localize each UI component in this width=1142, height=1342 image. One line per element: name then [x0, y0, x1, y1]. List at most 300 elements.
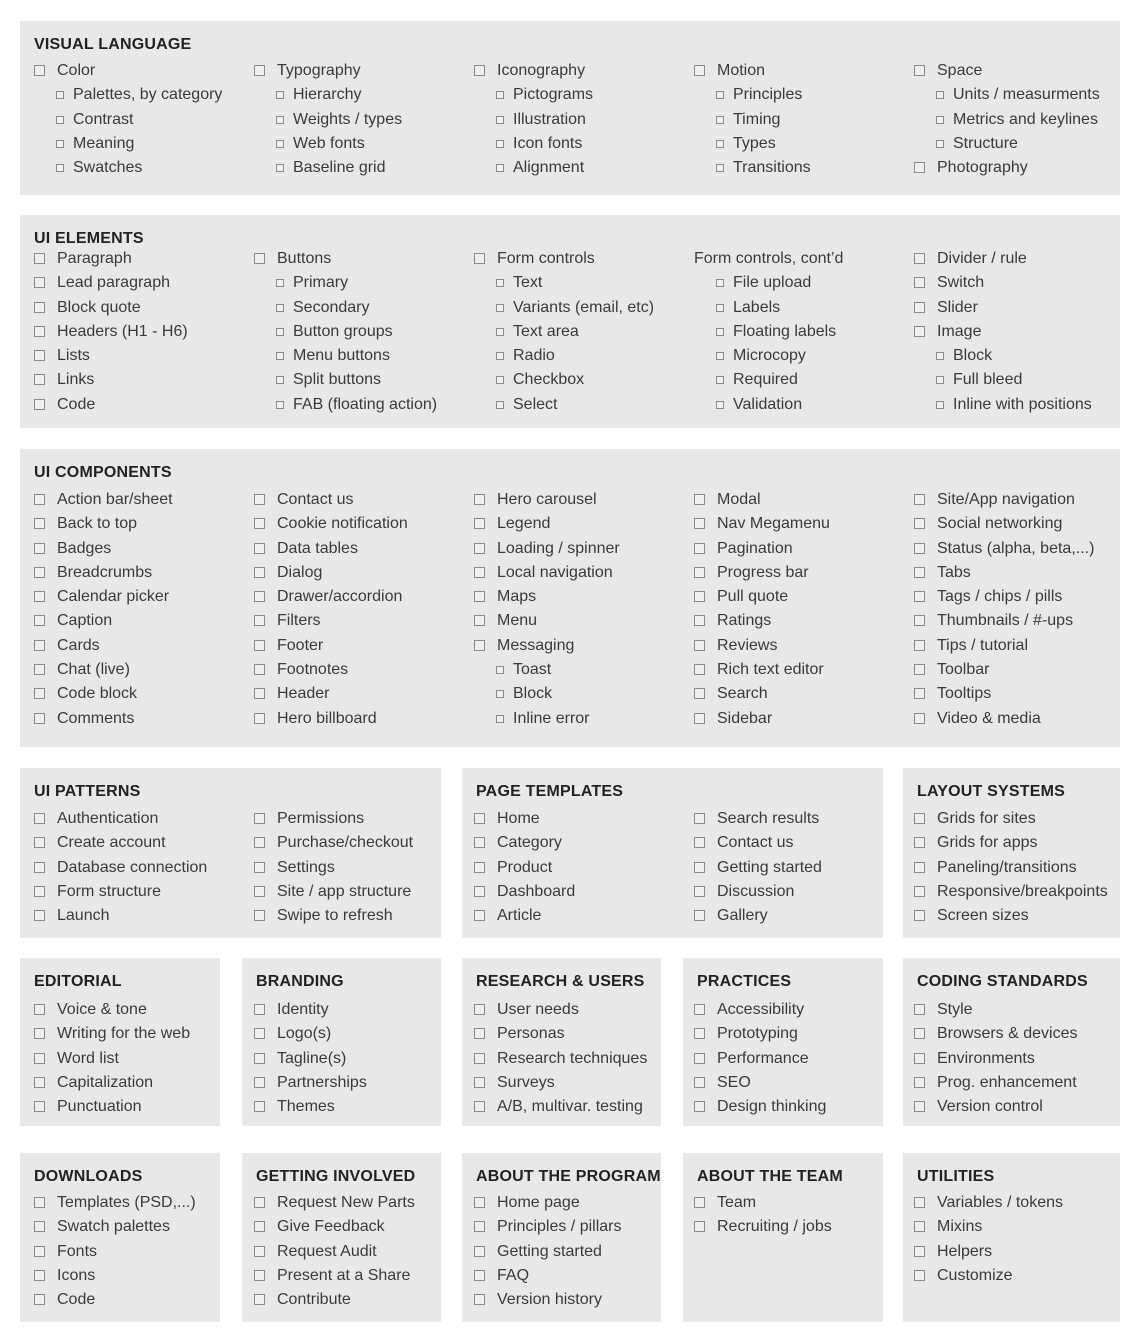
checkbox-icon[interactable] — [496, 164, 504, 172]
checklist-item-block[interactable] — [914, 344, 1116, 368]
checklist-item-contribute[interactable] — [254, 1288, 437, 1312]
checkbox-icon[interactable] — [34, 494, 45, 505]
checkbox-icon[interactable] — [34, 688, 45, 699]
checklist-item-personas[interactable] — [474, 1022, 657, 1046]
checklist-item-tooltips[interactable] — [914, 682, 1116, 706]
checklist-item-code-block[interactable] — [34, 682, 250, 706]
checkbox-icon[interactable] — [474, 813, 485, 824]
checkbox-icon[interactable] — [254, 886, 265, 897]
checklist-item-gallery[interactable] — [694, 904, 879, 928]
checklist-item-launch[interactable] — [34, 904, 250, 928]
checklist-item-customize[interactable] — [914, 1264, 1116, 1288]
checklist-item-iconography[interactable] — [474, 59, 690, 83]
checkbox-icon[interactable] — [914, 1197, 925, 1208]
checkbox-icon[interactable] — [34, 1004, 45, 1015]
checkbox-icon[interactable] — [694, 664, 705, 675]
checkbox-icon[interactable] — [914, 1221, 925, 1232]
checkbox-icon[interactable] — [474, 615, 485, 626]
checkbox-icon[interactable] — [474, 1077, 485, 1088]
checklist-item-browsers-devices[interactable] — [914, 1022, 1116, 1046]
checklist-item-surveys[interactable] — [474, 1071, 657, 1095]
checklist-item-create-account[interactable] — [34, 831, 250, 855]
checkbox-icon[interactable] — [276, 279, 284, 287]
checklist-item-nav-megamenu[interactable] — [694, 512, 910, 536]
checklist-item-hero-carousel[interactable] — [474, 488, 690, 512]
checklist-item-database-connection[interactable] — [34, 856, 250, 880]
checklist-item-types[interactable] — [694, 132, 910, 156]
checklist-item-file-upload[interactable] — [694, 271, 910, 295]
checklist-item-home-page[interactable] — [474, 1191, 657, 1215]
checkbox-icon[interactable] — [254, 543, 265, 554]
checkbox-icon[interactable] — [254, 494, 265, 505]
checklist-item-typography[interactable] — [254, 59, 470, 83]
checklist-item-category[interactable] — [474, 831, 690, 855]
checkbox-icon[interactable] — [34, 1270, 45, 1281]
checklist-item-seo[interactable] — [694, 1071, 879, 1095]
checklist-item-site-app-navigation[interactable] — [914, 488, 1116, 512]
checkbox-icon[interactable] — [694, 518, 705, 529]
checkbox-icon[interactable] — [914, 813, 925, 824]
checkbox-icon[interactable] — [694, 1221, 705, 1232]
checkbox-icon[interactable] — [34, 277, 45, 288]
checklist-item-caption[interactable] — [34, 609, 250, 633]
checkbox-icon[interactable] — [254, 1004, 265, 1015]
checkbox-icon[interactable] — [474, 1294, 485, 1305]
checklist-item-faq[interactable] — [474, 1264, 657, 1288]
checklist-item-units-measurments[interactable] — [914, 83, 1116, 107]
checkbox-icon[interactable] — [276, 376, 284, 384]
checklist-item-present-at-a-share[interactable] — [254, 1264, 437, 1288]
checkbox-icon[interactable] — [34, 886, 45, 897]
checkbox-icon[interactable] — [276, 91, 284, 99]
checkbox-icon[interactable] — [496, 328, 504, 336]
checklist-item-menu[interactable] — [474, 609, 690, 633]
checklist-item-templates-psd[interactable] — [34, 1191, 216, 1215]
checklist-item-video-media[interactable] — [914, 707, 1116, 731]
checkbox-icon[interactable] — [276, 304, 284, 312]
checkbox-icon[interactable] — [936, 116, 944, 124]
checkbox-icon[interactable] — [914, 1101, 925, 1112]
checkbox-icon[interactable] — [496, 304, 504, 312]
checklist-item-data-tables[interactable] — [254, 537, 470, 561]
checklist-item-permissions[interactable] — [254, 807, 437, 831]
checkbox-icon[interactable] — [474, 518, 485, 529]
checklist-item-environments[interactable] — [914, 1047, 1116, 1071]
checkbox-icon[interactable] — [694, 1077, 705, 1088]
checkbox-icon[interactable] — [254, 1077, 265, 1088]
checkbox-icon[interactable] — [914, 494, 925, 505]
checklist-item-performance[interactable] — [694, 1047, 879, 1071]
checklist-item-footer[interactable] — [254, 634, 470, 658]
checklist-item-code[interactable] — [34, 393, 250, 417]
checklist-item-rich-text-editor[interactable] — [694, 658, 910, 682]
checklist-item-palettes-by-category[interactable] — [34, 83, 250, 107]
checklist-item-helpers[interactable] — [914, 1240, 1116, 1264]
checklist-item-prototyping[interactable] — [694, 1022, 879, 1046]
checklist-item-contrast[interactable] — [34, 108, 250, 132]
checklist-item-thumbnails-ups[interactable] — [914, 609, 1116, 633]
checklist-item-microcopy[interactable] — [694, 344, 910, 368]
checkbox-icon[interactable] — [716, 304, 724, 312]
checklist-item-punctuation[interactable] — [34, 1095, 216, 1119]
checklist-item-writing-for-the-web[interactable] — [34, 1022, 216, 1046]
checkbox-icon[interactable] — [34, 813, 45, 824]
checkbox-icon[interactable] — [914, 277, 925, 288]
checklist-item-text-area[interactable] — [474, 320, 690, 344]
checkbox-icon[interactable] — [936, 140, 944, 148]
checklist-item-pull-quote[interactable] — [694, 585, 910, 609]
checkbox-icon[interactable] — [254, 65, 265, 76]
checklist-item-color[interactable] — [34, 59, 250, 83]
checklist-item-baseline-grid[interactable] — [254, 156, 470, 180]
checkbox-icon[interactable] — [496, 116, 504, 124]
checklist-item-drawer-accordion[interactable] — [254, 585, 470, 609]
checkbox-icon[interactable] — [276, 140, 284, 148]
checkbox-icon[interactable] — [914, 162, 925, 173]
checkbox-icon[interactable] — [914, 688, 925, 699]
checklist-item-slider[interactable] — [914, 296, 1116, 320]
checklist-item-filters[interactable] — [254, 609, 470, 633]
checkbox-icon[interactable] — [716, 376, 724, 384]
checklist-item-identity[interactable] — [254, 998, 437, 1022]
checklist-item-home[interactable] — [474, 807, 690, 831]
checkbox-icon[interactable] — [474, 862, 485, 873]
checklist-item-article[interactable] — [474, 904, 690, 928]
checkbox-icon[interactable] — [496, 690, 504, 698]
checkbox-icon[interactable] — [276, 164, 284, 172]
checklist-item-checkbox[interactable] — [474, 368, 690, 392]
checkbox-icon[interactable] — [254, 862, 265, 873]
checklist-item-links[interactable] — [34, 368, 250, 392]
checklist-item-sidebar[interactable] — [694, 707, 910, 731]
checklist-item-secondary[interactable] — [254, 296, 470, 320]
checkbox-icon[interactable] — [34, 1246, 45, 1257]
checklist-item-swatch-palettes[interactable] — [34, 1215, 216, 1239]
checkbox-icon[interactable] — [254, 1028, 265, 1039]
checklist-item-search-results[interactable] — [694, 807, 879, 831]
checklist-item-lists[interactable] — [34, 344, 250, 368]
checkbox-icon[interactable] — [914, 591, 925, 602]
checkbox-icon[interactable] — [34, 1197, 45, 1208]
checkbox-icon[interactable] — [34, 837, 45, 848]
checkbox-icon[interactable] — [496, 401, 504, 409]
checklist-item-meaning[interactable] — [34, 132, 250, 156]
checklist-item-icons[interactable] — [34, 1264, 216, 1288]
checkbox-icon[interactable] — [914, 615, 925, 626]
checklist-item-calendar-picker[interactable] — [34, 585, 250, 609]
checkbox-icon[interactable] — [716, 140, 724, 148]
checkbox-icon[interactable] — [936, 352, 944, 360]
checkbox-icon[interactable] — [496, 91, 504, 99]
checkbox-icon[interactable] — [914, 1004, 925, 1015]
checklist-item-toolbar[interactable] — [914, 658, 1116, 682]
checklist-item-buttons[interactable] — [254, 247, 470, 271]
checkbox-icon[interactable] — [254, 664, 265, 675]
checklist-item-hierarchy[interactable] — [254, 83, 470, 107]
checkbox-icon[interactable] — [694, 494, 705, 505]
checkbox-icon[interactable] — [34, 862, 45, 873]
checklist-item-tagline-s[interactable] — [254, 1047, 437, 1071]
checkbox-icon[interactable] — [254, 713, 265, 724]
checklist-item-breadcrumbs[interactable] — [34, 561, 250, 585]
checkbox-icon[interactable] — [936, 376, 944, 384]
checklist-item-button-groups[interactable] — [254, 320, 470, 344]
checkbox-icon[interactable] — [914, 1028, 925, 1039]
checklist-item-web-fonts[interactable] — [254, 132, 470, 156]
checklist-item-header[interactable] — [254, 682, 470, 706]
checklist-item-dashboard[interactable] — [474, 880, 690, 904]
checkbox-icon[interactable] — [34, 1294, 45, 1305]
checkbox-icon[interactable] — [34, 910, 45, 921]
checkbox-icon[interactable] — [34, 326, 45, 337]
checkbox-icon[interactable] — [474, 494, 485, 505]
checklist-item-toast[interactable] — [474, 658, 690, 682]
checkbox-icon[interactable] — [694, 713, 705, 724]
checklist-item-structure[interactable] — [914, 132, 1116, 156]
checklist-item-menu-buttons[interactable] — [254, 344, 470, 368]
checkbox-icon[interactable] — [474, 1053, 485, 1064]
checkbox-icon[interactable] — [914, 253, 925, 264]
checkbox-icon[interactable] — [474, 886, 485, 897]
checklist-item-responsive-breakpoints[interactable] — [914, 880, 1116, 904]
checklist-item-social-networking[interactable] — [914, 512, 1116, 536]
checklist-item-split-buttons[interactable] — [254, 368, 470, 392]
checkbox-icon[interactable] — [694, 886, 705, 897]
checkbox-icon[interactable] — [34, 1077, 45, 1088]
checkbox-icon[interactable] — [254, 837, 265, 848]
checkbox-icon[interactable] — [914, 1246, 925, 1257]
checklist-item-version-history[interactable] — [474, 1288, 657, 1312]
checkbox-icon[interactable] — [276, 352, 284, 360]
checkbox-icon[interactable] — [34, 615, 45, 626]
checkbox-icon[interactable] — [474, 591, 485, 602]
checklist-item-getting-started[interactable] — [474, 1240, 657, 1264]
checkbox-icon[interactable] — [914, 1270, 925, 1281]
checklist-item-local-navigation[interactable] — [474, 561, 690, 585]
checkbox-icon[interactable] — [694, 813, 705, 824]
checklist-item-alignment[interactable] — [474, 156, 690, 180]
checklist-item-product[interactable] — [474, 856, 690, 880]
checkbox-icon[interactable] — [56, 164, 64, 172]
checkbox-icon[interactable] — [254, 1197, 265, 1208]
checkbox-icon[interactable] — [474, 543, 485, 554]
checklist-item-give-feedback[interactable] — [254, 1215, 437, 1239]
checkbox-icon[interactable] — [914, 862, 925, 873]
checkbox-icon[interactable] — [254, 1053, 265, 1064]
checkbox-icon[interactable] — [694, 1028, 705, 1039]
checklist-item-primary[interactable] — [254, 271, 470, 295]
checklist-item-search[interactable] — [694, 682, 910, 706]
checkbox-icon[interactable] — [914, 302, 925, 313]
checkbox-icon[interactable] — [254, 591, 265, 602]
checklist-item-grids-for-sites[interactable] — [914, 807, 1116, 831]
checklist-item-form-structure[interactable] — [34, 880, 250, 904]
checkbox-icon[interactable] — [474, 1221, 485, 1232]
checklist-item-inline-with-positions[interactable] — [914, 393, 1116, 417]
checkbox-icon[interactable] — [474, 567, 485, 578]
checklist-item-block-quote[interactable] — [34, 296, 250, 320]
checkbox-icon[interactable] — [914, 837, 925, 848]
checkbox-icon[interactable] — [914, 640, 925, 651]
checkbox-icon[interactable] — [474, 1004, 485, 1015]
checklist-item-comments[interactable] — [34, 707, 250, 731]
checkbox-icon[interactable] — [34, 518, 45, 529]
checklist-item-themes[interactable] — [254, 1095, 437, 1119]
checklist-item-progress-bar[interactable] — [694, 561, 910, 585]
checkbox-icon[interactable] — [694, 837, 705, 848]
checklist-item-modal[interactable] — [694, 488, 910, 512]
checkbox-icon[interactable] — [716, 279, 724, 287]
checklist-item-pictograms[interactable] — [474, 83, 690, 107]
checkbox-icon[interactable] — [34, 567, 45, 578]
checkbox-icon[interactable] — [34, 302, 45, 313]
checkbox-icon[interactable] — [716, 401, 724, 409]
checkbox-icon[interactable] — [694, 567, 705, 578]
checklist-item-fonts[interactable] — [34, 1240, 216, 1264]
checkbox-icon[interactable] — [474, 910, 485, 921]
checkbox-icon[interactable] — [474, 640, 485, 651]
checkbox-icon[interactable] — [34, 1053, 45, 1064]
checkbox-icon[interactable] — [496, 140, 504, 148]
checkbox-icon[interactable] — [254, 1221, 265, 1232]
checkbox-icon[interactable] — [716, 164, 724, 172]
checklist-item-getting-started[interactable] — [694, 856, 879, 880]
checklist-item-mixins[interactable] — [914, 1215, 1116, 1239]
checkbox-icon[interactable] — [694, 1053, 705, 1064]
checkbox-icon[interactable] — [34, 374, 45, 385]
checklist-item-user-needs[interactable] — [474, 998, 657, 1022]
checklist-item-full-bleed[interactable] — [914, 368, 1116, 392]
checkbox-icon[interactable] — [914, 65, 925, 76]
checkbox-icon[interactable] — [254, 253, 265, 264]
checkbox-icon[interactable] — [254, 640, 265, 651]
checklist-item-status-alpha-beta[interactable] — [914, 537, 1116, 561]
checkbox-icon[interactable] — [694, 688, 705, 699]
checkbox-icon[interactable] — [254, 1246, 265, 1257]
checklist-item-variables-tokens[interactable] — [914, 1191, 1116, 1215]
checklist-item-paragraph[interactable] — [34, 247, 250, 271]
checkbox-icon[interactable] — [716, 116, 724, 124]
checkbox-icon[interactable] — [716, 328, 724, 336]
checkbox-icon[interactable] — [474, 1101, 485, 1112]
checklist-item-lead-paragraph[interactable] — [34, 271, 250, 295]
checklist-item-research-techniques[interactable] — [474, 1047, 657, 1071]
checklist-item-cards[interactable] — [34, 634, 250, 658]
checklist-item-metrics-and-keylines[interactable] — [914, 108, 1116, 132]
checklist-item-block[interactable] — [474, 682, 690, 706]
checklist-item-validation[interactable] — [694, 393, 910, 417]
checklist-item-headers-h1-h6[interactable] — [34, 320, 250, 344]
checkbox-icon[interactable] — [34, 65, 45, 76]
checklist-item-image[interactable] — [914, 320, 1116, 344]
checkbox-icon[interactable] — [474, 1197, 485, 1208]
checklist-item-footnotes[interactable] — [254, 658, 470, 682]
checkbox-icon[interactable] — [474, 1246, 485, 1257]
checklist-item-radio[interactable] — [474, 344, 690, 368]
checklist-item-swipe-to-refresh[interactable] — [254, 904, 437, 928]
checkbox-icon[interactable] — [914, 1053, 925, 1064]
checklist-item-team[interactable] — [694, 1191, 879, 1215]
checklist-item-badges[interactable] — [34, 537, 250, 561]
checklist-item-floating-labels[interactable] — [694, 320, 910, 344]
checklist-item-select[interactable] — [474, 393, 690, 417]
checklist-item-back-to-top[interactable] — [34, 512, 250, 536]
checkbox-icon[interactable] — [694, 862, 705, 873]
checklist-item-paneling-transitions[interactable] — [914, 856, 1116, 880]
checkbox-icon[interactable] — [34, 664, 45, 675]
checklist-item-accessibility[interactable] — [694, 998, 879, 1022]
checklist-item-text[interactable] — [474, 271, 690, 295]
checkbox-icon[interactable] — [254, 1294, 265, 1305]
checklist-item-weights-types[interactable] — [254, 108, 470, 132]
checkbox-icon[interactable] — [34, 1028, 45, 1039]
checklist-item-purchase-checkout[interactable] — [254, 831, 437, 855]
checklist-item-space[interactable] — [914, 59, 1116, 83]
checklist-item-screen-sizes[interactable] — [914, 904, 1116, 928]
checkbox-icon[interactable] — [474, 837, 485, 848]
checklist-item-inline-error[interactable] — [474, 707, 690, 731]
checkbox-icon[interactable] — [694, 591, 705, 602]
checklist-item-contact-us[interactable] — [254, 488, 470, 512]
checklist-item-transitions[interactable] — [694, 156, 910, 180]
checkbox-icon[interactable] — [276, 116, 284, 124]
checklist-item-principles[interactable] — [694, 83, 910, 107]
checklist-item-maps[interactable] — [474, 585, 690, 609]
checklist-item-partnerships[interactable] — [254, 1071, 437, 1095]
checklist-item-request-new-parts[interactable] — [254, 1191, 437, 1215]
checkbox-icon[interactable] — [694, 543, 705, 554]
checkbox-icon[interactable] — [474, 253, 485, 264]
checklist-item-contact-us[interactable] — [694, 831, 879, 855]
checkbox-icon[interactable] — [694, 1101, 705, 1112]
checkbox-icon[interactable] — [914, 326, 925, 337]
checkbox-icon[interactable] — [474, 65, 485, 76]
checkbox-icon[interactable] — [694, 1197, 705, 1208]
checkbox-icon[interactable] — [496, 666, 504, 674]
checkbox-icon[interactable] — [914, 910, 925, 921]
checklist-item-swatches[interactable] — [34, 156, 250, 180]
checklist-item-site-app-structure[interactable] — [254, 880, 437, 904]
checkbox-icon[interactable] — [34, 350, 45, 361]
checklist-item-reviews[interactable] — [694, 634, 910, 658]
checkbox-icon[interactable] — [496, 352, 504, 360]
checklist-item-tips-tutorial[interactable] — [914, 634, 1116, 658]
checklist-item-tags-chips-pills[interactable] — [914, 585, 1116, 609]
checklist-item-style[interactable] — [914, 998, 1116, 1022]
checklist-item-illustration[interactable] — [474, 108, 690, 132]
checkbox-icon[interactable] — [914, 664, 925, 675]
checklist-item-principles-pillars[interactable] — [474, 1215, 657, 1239]
checkbox-icon[interactable] — [56, 91, 64, 99]
checkbox-icon[interactable] — [914, 886, 925, 897]
checklist-item-capitalization[interactable] — [34, 1071, 216, 1095]
checklist-item-voice-tone[interactable] — [34, 998, 216, 1022]
checkbox-icon[interactable] — [694, 615, 705, 626]
checklist-item-a-b-multivar-testing[interactable] — [474, 1095, 657, 1119]
checklist-item-photography[interactable] — [914, 156, 1116, 180]
checklist-item-loading-spinner[interactable] — [474, 537, 690, 561]
checklist-item-variants-email-etc[interactable] — [474, 296, 690, 320]
checkbox-icon[interactable] — [716, 91, 724, 99]
checklist-item-labels[interactable] — [694, 296, 910, 320]
checklist-item-grids-for-apps[interactable] — [914, 831, 1116, 855]
checkbox-icon[interactable] — [254, 1270, 265, 1281]
checkbox-icon[interactable] — [254, 615, 265, 626]
checklist-item-settings[interactable] — [254, 856, 437, 880]
checkbox-icon[interactable] — [34, 591, 45, 602]
checkbox-icon[interactable] — [34, 543, 45, 554]
checklist-item-fab-floating-action[interactable] — [254, 393, 470, 417]
